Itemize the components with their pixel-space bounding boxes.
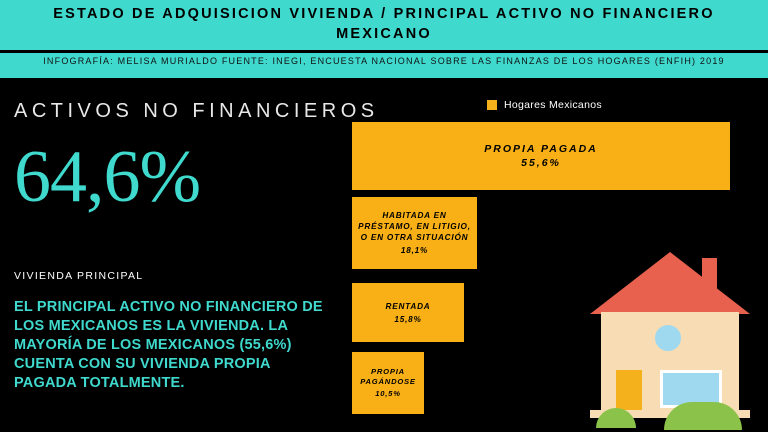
chart-legend bbox=[487, 99, 602, 111]
bar-label: HABITADA EN PRÉSTAMO, EN LITIGIO, O EN OTRA SITUACIÓN bbox=[358, 211, 471, 242]
credit-text: INFOGRAFÍA: MELISA MURIALDO FUENTE: INEGI, ENCUESTA NACIONAL SOBRE LAS FINANZAS DE LOS HOGARES (ENFIH) 2019 bbox=[43, 56, 725, 66]
bar-value: 18,1% bbox=[400, 246, 429, 255]
bar-item bbox=[352, 122, 730, 190]
page-title: ESTADO DE ADQUISICION VIVIENDA / PRINCIPAL ACTIVO NO FINANCIERO MEXICANO bbox=[53, 6, 715, 42]
bar-label: PROPIA PAGADA bbox=[484, 143, 598, 155]
bar-label: RENTADA bbox=[385, 301, 431, 311]
summary-paragraph: EL PRINCIPAL ACTIVO NO FINANCIERO DE LOS MEXICANOS ES LA VIVIENDA. LA MAYORÍA DE LOS MEXICANOS (55,6%) CUENTA CON SU VIVIENDA PROPIA PAGADA TOTALMENTE. bbox=[14, 299, 323, 391]
bar-value: 10,5% bbox=[375, 389, 401, 398]
bar-item bbox=[352, 283, 464, 342]
bar-item bbox=[352, 197, 477, 269]
legend-label: Hogares Mexicanos bbox=[504, 99, 602, 111]
headline-statistic: 64,6% bbox=[14, 136, 201, 218]
bar-value: 55,6% bbox=[521, 157, 561, 169]
bar-label: PROPIA PAGÁNDOSE bbox=[360, 367, 416, 386]
house-illustration-icon bbox=[590, 252, 750, 427]
bar-item bbox=[352, 352, 424, 414]
legend-swatch-icon bbox=[487, 100, 497, 110]
section-heading: ACTIVOS NO FINANCIEROS bbox=[14, 100, 379, 122]
statistic-sublabel: VIVIENDA PRINCIPAL bbox=[14, 270, 144, 282]
bar-value: 15,8% bbox=[394, 314, 422, 324]
round-window-shape bbox=[652, 322, 684, 354]
roof-shape bbox=[590, 252, 750, 314]
